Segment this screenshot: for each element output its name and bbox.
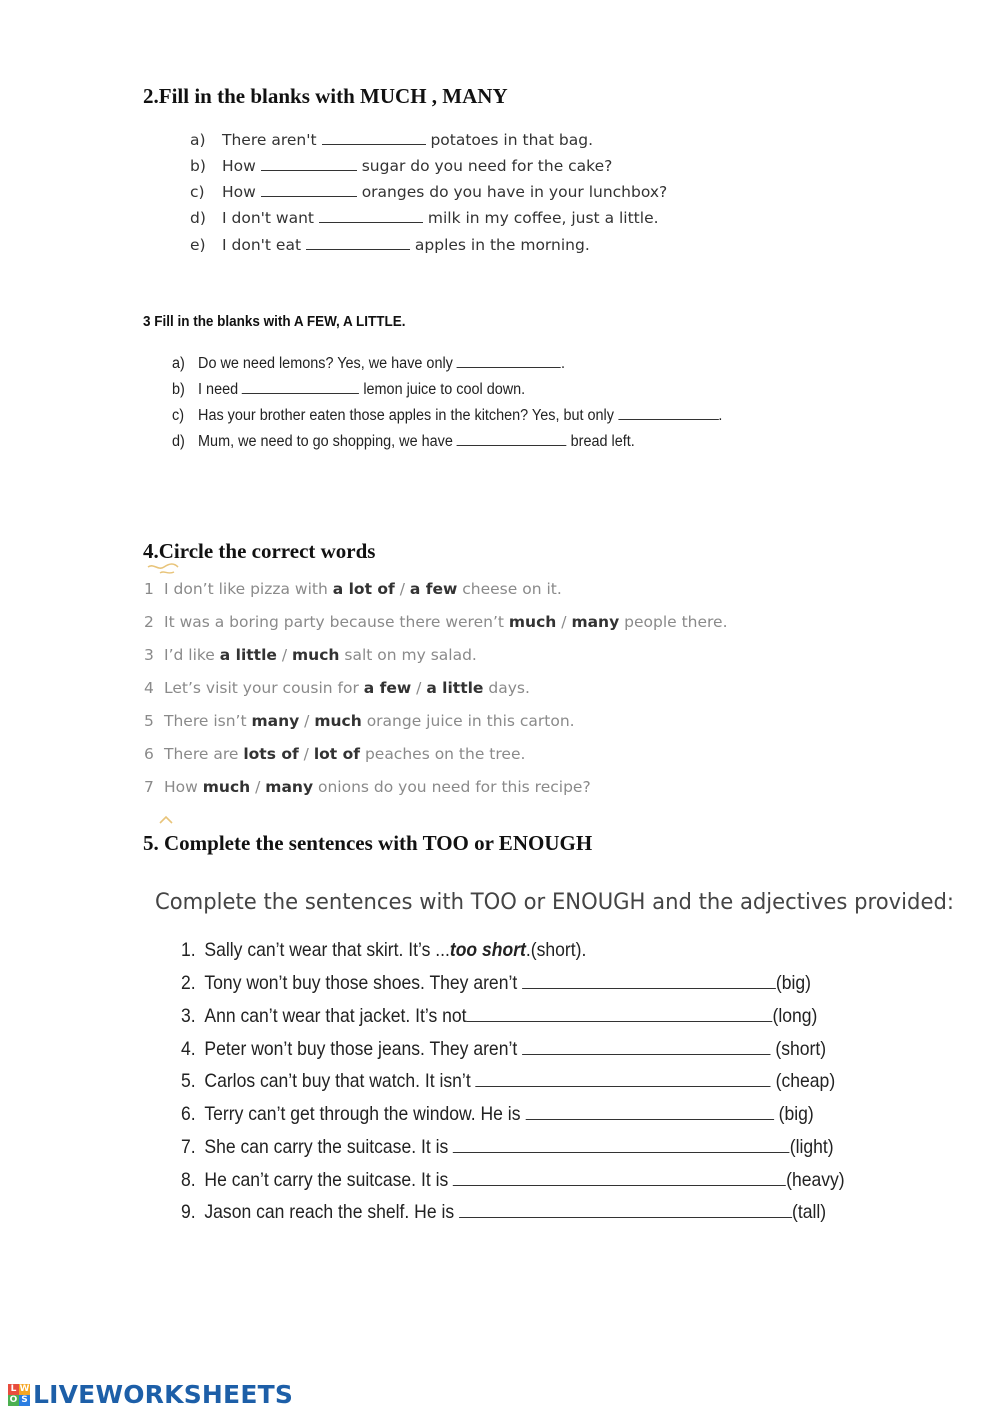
answer-blank[interactable] [466, 1020, 772, 1022]
item-letter: b) [190, 157, 206, 175]
section-4-title: 4.Circle the correct words [143, 539, 376, 563]
item-text-after: apples in the morning. [414, 236, 590, 254]
s4-item-5 [144, 712, 575, 730]
adjective-hint: (cheap) [775, 1070, 836, 1092]
item-text-before: It was a boring party because there weren’t [164, 613, 504, 631]
option-separator: / [304, 712, 310, 730]
logo-grid-letter: S [19, 1395, 30, 1406]
logo-grid-letter: W [19, 1383, 30, 1394]
item-text-after: people there. [624, 613, 728, 631]
adjective-hint: (big) [778, 1103, 814, 1125]
s5-example [181, 939, 586, 962]
item-text-after: salt on my salad. [344, 646, 477, 664]
answer-blank[interactable] [457, 366, 561, 368]
item-text-before: I don’t like pizza with [164, 580, 328, 598]
item-text-before: Jason can reach the shelf. He is [204, 1201, 455, 1223]
item-text-before: Terry can’t get through the window. He is [204, 1103, 521, 1125]
s4-item-1 [144, 580, 562, 598]
item-text-after: orange juice in this carton. [366, 712, 575, 730]
answer-blank[interactable] [453, 1184, 786, 1186]
answer-blank[interactable] [242, 392, 359, 394]
s5-item-6 [181, 1103, 814, 1126]
answer-blank[interactable] [522, 987, 776, 989]
s5-item-2 [181, 972, 811, 995]
answer-blank[interactable] [453, 1151, 790, 1153]
item-text-before: He can’t carry the suitcase. It is [204, 1169, 449, 1191]
item-text-after: oranges do you have in your lunchbox? [361, 183, 668, 201]
option-separator: / [303, 745, 309, 763]
item-text-before: Tony won’t buy those shoes. They aren’t [204, 972, 518, 994]
item-text-after: milk in my coffee, just a little. [427, 209, 659, 227]
s3-item-a [172, 355, 565, 373]
option-2[interactable]: a few [409, 580, 458, 598]
item-text-after: peaches on the tree. [364, 745, 526, 763]
answer-blank[interactable] [322, 143, 426, 145]
s2-item-d [190, 209, 659, 227]
s2-item-b [190, 157, 612, 175]
section-2-title: 2.Fill in the blanks with MUCH , MANY [143, 84, 508, 108]
option-1[interactable]: much [508, 613, 557, 631]
option-1[interactable]: a little [219, 646, 277, 664]
option-separator: / [255, 778, 261, 796]
option-2[interactable]: lot of [313, 745, 360, 763]
option-2[interactable]: a little [426, 679, 484, 697]
option-separator: / [416, 679, 422, 697]
answer-blank[interactable] [618, 418, 718, 420]
item-text-after: . [561, 355, 566, 372]
s5-item-9 [181, 1201, 826, 1224]
option-1[interactable]: much [202, 778, 251, 796]
item-text-before: Peter won’t buy those jeans. They aren’t [204, 1038, 518, 1060]
answer-blank[interactable] [261, 169, 357, 171]
option-1[interactable]: lots of [243, 745, 299, 763]
item-letter: b) [172, 381, 185, 398]
answer-blank[interactable] [459, 1216, 792, 1218]
s3-item-c [172, 407, 722, 425]
item-text-after: potatoes in that bag. [430, 131, 593, 149]
s2-item-e [190, 236, 590, 254]
s5-item-7 [181, 1136, 834, 1159]
item-number: 1 [144, 580, 154, 598]
answer-blank[interactable] [261, 195, 357, 197]
item-text-before: Let’s visit your cousin for [164, 679, 359, 697]
example-answer: too short [449, 939, 526, 961]
option-2[interactable]: much [314, 712, 362, 730]
logo-grid-letter: L [8, 1384, 19, 1395]
item-letter: c) [190, 183, 205, 201]
item-text-after: cheese on it. [462, 580, 562, 598]
s5-item-3 [181, 1005, 817, 1028]
logo-text: LIVEWORKSHEETS [33, 1380, 294, 1409]
item-text-before: I’d like [164, 646, 215, 664]
section-3-title: 3 Fill in the blanks with A FEW, A LITTLE. [143, 314, 406, 330]
item-letter: a) [172, 355, 185, 372]
item-text-before: There are [164, 745, 239, 763]
logo-grid-letter: O [9, 1394, 18, 1405]
s3-item-d [172, 433, 635, 451]
item-number: 6. [181, 1103, 196, 1125]
s4-item-2 [144, 613, 728, 631]
section-5-title: 5. Complete the sentences with TOO or ENOUGH [143, 831, 593, 855]
answer-blank[interactable] [476, 1085, 771, 1087]
s5-item-8 [181, 1169, 845, 1192]
item-letter: e) [190, 236, 206, 254]
s5-item-5 [181, 1070, 835, 1093]
item-text-before: I don't eat [222, 236, 302, 254]
answer-blank[interactable] [319, 221, 423, 223]
item-text-after: days. [488, 679, 530, 697]
option-separator: / [399, 580, 405, 598]
item-text-before: How [164, 778, 198, 796]
option-1[interactable]: a lot of [332, 580, 395, 598]
caret-mark-icon [158, 815, 174, 825]
item-text-before: I don't want [222, 209, 314, 227]
item-number: 6 [144, 745, 154, 763]
item-number: 5. [181, 1070, 196, 1092]
item-number: 4. [181, 1038, 196, 1060]
item-text-after: . [718, 407, 723, 424]
item-number: 2 [144, 613, 154, 631]
section-5-instructions: Complete the sentences with TOO or ENOUGH and the adjectives provided: [155, 890, 954, 915]
s4-item-6 [144, 745, 525, 763]
item-text-before: She can carry the suitcase. It is [204, 1136, 449, 1158]
answer-blank[interactable] [306, 248, 410, 250]
item-text-before: I need [198, 381, 239, 398]
option-2[interactable]: many [571, 613, 620, 631]
s4-item-7 [144, 778, 591, 796]
adjective-hint: (short) [775, 1038, 827, 1060]
answer-blank[interactable] [522, 1053, 770, 1055]
liveworksheets-logo[interactable] [8, 1380, 293, 1409]
item-text-before: Ann can’t wear that jacket. It’s not [204, 1005, 467, 1027]
item-text-before: There isn’t [164, 712, 247, 730]
s4-item-4 [144, 679, 530, 697]
item-number: 3. [181, 1005, 196, 1027]
tilde-mark-icon [146, 562, 180, 576]
item-number: 7 [144, 778, 154, 796]
option-1[interactable]: a few [363, 679, 412, 697]
option-2[interactable]: many [265, 778, 314, 796]
item-text-before: Carlos can’t buy that watch. It isn’t [204, 1070, 471, 1092]
adjective-hint: (light) [789, 1136, 834, 1158]
item-text-before: How [222, 157, 256, 175]
adjective-hint: (big) [775, 972, 812, 994]
logo-grid-icon [8, 1384, 30, 1406]
item-text-after: onions do you need for this recipe? [317, 778, 591, 796]
item-text-before: Has your brother eaten those apples in the kitchen? Yes, but only [198, 407, 614, 424]
item-text-before: Mum, we need to go shopping, we have [198, 433, 453, 450]
option-separator: / [281, 646, 288, 664]
item-text-after: .(short). [525, 939, 587, 961]
item-number: 7. [181, 1136, 196, 1158]
answer-blank[interactable] [457, 444, 567, 446]
item-letter: d) [172, 433, 185, 450]
item-text-before: Do we need lemons? Yes, we have only [198, 355, 453, 372]
item-letter: d) [190, 209, 206, 227]
s5-item-4 [181, 1038, 826, 1061]
s2-item-a [190, 131, 593, 149]
adjective-hint: (heavy) [786, 1169, 845, 1191]
s4-item-3 [144, 646, 477, 664]
item-number: 9. [181, 1201, 196, 1223]
item-text-after: sugar do you need for the cake? [361, 157, 613, 175]
adjective-hint: (long) [772, 1005, 818, 1027]
option-2[interactable]: much [292, 646, 340, 664]
item-number: 5 [144, 712, 154, 730]
item-number: 1. [181, 939, 196, 961]
option-1[interactable]: many [251, 712, 300, 730]
item-letter: c) [172, 407, 185, 424]
item-number: 4 [144, 679, 154, 697]
item-letter: a) [190, 131, 206, 149]
s3-item-b [172, 381, 525, 399]
s2-item-c [190, 183, 667, 201]
item-text-before: How [222, 183, 256, 201]
item-text-after: lemon juice to cool down. [363, 381, 526, 398]
item-number: 8. [181, 1169, 196, 1191]
option-separator: / [561, 613, 567, 631]
item-text-after: bread left. [570, 433, 635, 450]
answer-blank[interactable] [525, 1118, 773, 1120]
adjective-hint: (tall) [792, 1201, 827, 1223]
item-number: 3 [144, 646, 154, 664]
item-text-before: Sally can’t wear that skirt. It’s ... [204, 939, 450, 961]
item-text-before: There aren't [222, 131, 317, 149]
item-number: 2. [181, 972, 196, 994]
